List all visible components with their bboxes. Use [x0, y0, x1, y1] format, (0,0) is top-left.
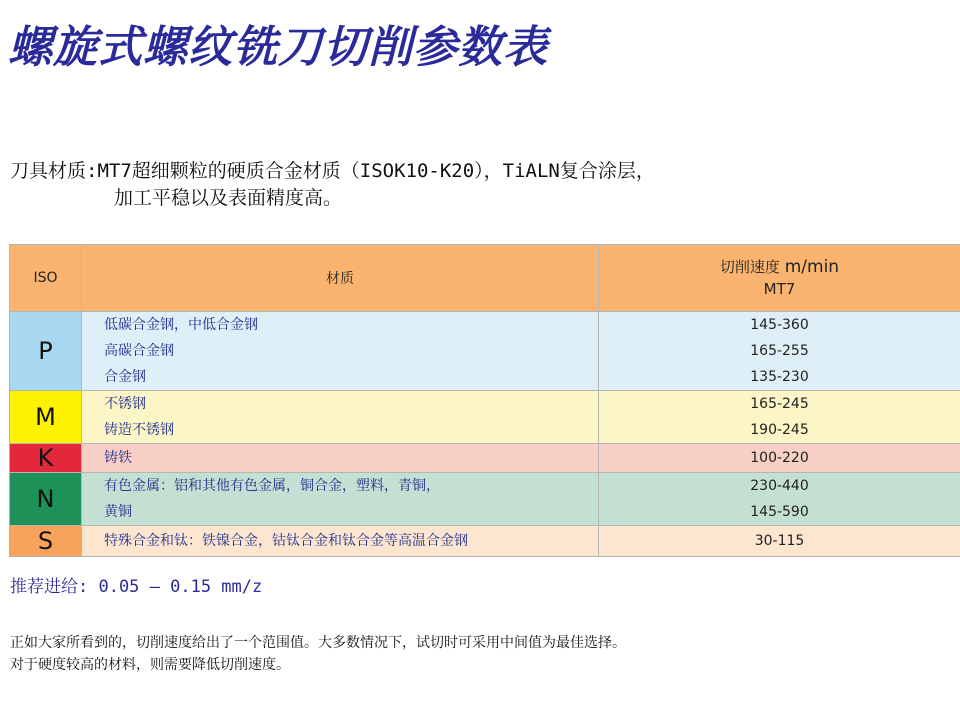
material-cell-s	[82, 526, 599, 557]
speed-value: 145-360	[750, 317, 809, 333]
header-grade: MT7	[763, 280, 796, 298]
speed-cell-m	[599, 391, 960, 444]
note-line-2: 对于硬度较高的材料，则需要降低切削速度。	[10, 657, 290, 673]
iso-cell-m: M	[10, 391, 82, 444]
table-row-p	[10, 312, 960, 391]
speed-cell-s	[599, 526, 960, 557]
speed-value: 30-115	[754, 533, 805, 549]
speed-value: 135-230	[750, 369, 809, 385]
description-line-1: 刀具材质:MT7超细颗粒的硬质合金材质（ISOK10-K20），TiALN复合涂层，	[10, 160, 655, 182]
material-item: 不锈钢	[104, 396, 146, 412]
tool-material-description	[10, 158, 655, 212]
speed-value: 165-255	[750, 343, 809, 359]
speed-value: 165-245	[750, 396, 809, 412]
material-item: 特殊合金和钛：铁镍合金，钴钛合金和钛合金等高温合金钢	[104, 533, 468, 549]
table-row-s	[10, 526, 960, 557]
header-material: 材质	[82, 245, 599, 312]
speed-value: 230-440	[750, 478, 809, 494]
note-line-1: 正如大家所看到的，切削速度给出了一个范围值。大多数情况下，试切时可采用中间值为最佳选择。	[10, 635, 626, 651]
header-cutting-speed	[599, 245, 960, 312]
material-item: 黄铜	[104, 504, 132, 520]
speed-value: 100-220	[750, 450, 809, 466]
table-row-n	[10, 473, 960, 526]
recommended-feed: 推荐进给: 0.05 – 0.15 mm/z	[10, 577, 263, 597]
note-text	[10, 632, 626, 676]
iso-cell-n: N	[10, 473, 82, 526]
header-iso: ISO	[10, 245, 82, 312]
material-item: 有色金属：铝和其他有色金属，铜合金，塑料，青铜，	[104, 478, 440, 494]
speed-cell-k	[599, 444, 960, 473]
table-row-k	[10, 444, 960, 473]
iso-cell-k: K	[10, 444, 82, 473]
material-cell-k	[82, 444, 599, 473]
speed-value: 145-590	[750, 504, 809, 520]
table-header-row	[10, 245, 960, 312]
material-item: 铸铁	[104, 450, 132, 466]
material-item: 铸造不锈钢	[104, 422, 174, 438]
header-speed-unit: m/min	[784, 257, 840, 277]
material-cell-p	[82, 312, 599, 391]
material-item: 高碳合金钢	[104, 343, 174, 359]
page-title: 螺旋式螺纹铣刀切削参数表	[8, 22, 548, 73]
iso-cell-p: P	[10, 312, 82, 391]
material-cell-n	[82, 473, 599, 526]
material-cell-m	[82, 391, 599, 444]
speed-cell-n	[599, 473, 960, 526]
material-item: 合金钢	[104, 369, 146, 385]
material-item: 低碳合金钢，中低合金钢	[104, 317, 258, 333]
speed-value: 190-245	[750, 422, 809, 438]
speed-cell-p	[599, 312, 960, 391]
description-line-2: 加工平稳以及表面精度高。	[114, 187, 343, 209]
table-row-m	[10, 391, 960, 444]
header-speed-label: 切削速度	[719, 258, 780, 276]
iso-cell-s: S	[10, 526, 82, 557]
cutting-parameter-table	[9, 244, 960, 557]
